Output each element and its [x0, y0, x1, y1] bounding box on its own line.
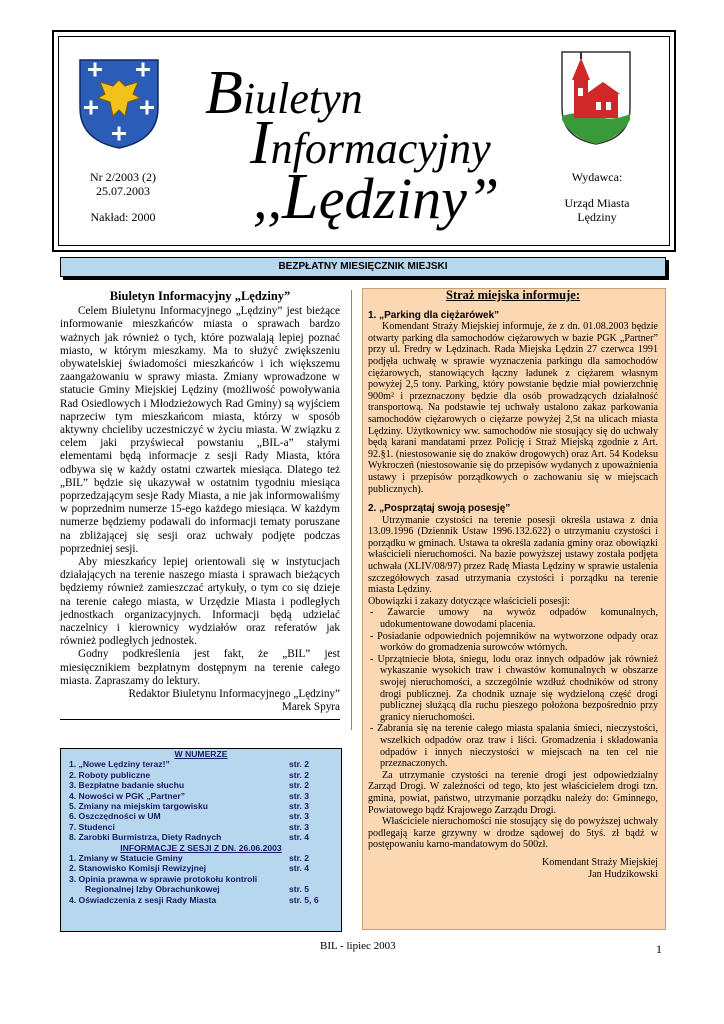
city-guard-title: Straż miejska informuje:	[446, 288, 580, 302]
footer: BIL - lipiec 2003	[320, 940, 396, 952]
left-paragraph: Godny podkreślenia jest fakt, że „BIL” jest miesięcznikiem bezpłatnym dostępnym na terenie całego miasta. Zapraszamy do lektury.	[60, 648, 340, 687]
toc-session-item[interactable]: 3. Opinia prawna w sprawie protokołu kontroli	[69, 873, 258, 884]
title-line-1: Biuletyn	[205, 59, 363, 127]
toc-item[interactable]: 6. Oszczędności w UM str. 3	[69, 811, 310, 822]
left-paragraph: Aby mieszkańcy lepiej orientowali się w instytucjach działających na terenie naszego miasta i sprawach bieżących będziemy również zamieszczać artykuły, o tym co się dzieje na terenie całego miasta, w Urzędzie Miasta i podległych jednostkach organizacyjnych. Informacji będą udzielać naczelnicy i kierownicy wydziałów oraz referatów jak również podległych jednostek.	[60, 556, 340, 648]
issue-date: 25.07.2003	[96, 184, 150, 198]
toc-item[interactable]: 1. „Nowe Lędziny teraz!” str. 2	[69, 759, 310, 770]
monthly-banner: BEZPŁATNY MIESIĘCZNIK MIEJSKI	[60, 257, 666, 277]
city-guard-article	[368, 290, 658, 880]
list-item: - Uprzątniecie błota, śniegu, lodu oraz innych odpadów jak również wykaszanie wysokich traw i chwastów komunalnych w obszarze swojej nieruchomości, a szczególnie wzdłuż chodników od strony drogi publicznej. Za chodnik uznaje się wydzieloną część drogi publicznej służącą dla ruchu pieszego położona bezpośrednio przy granicy nieruchomości.	[370, 653, 658, 723]
toc-item[interactable]: 5. Zmiany na miejskim targowisku str. 3	[69, 801, 310, 812]
left-divider	[60, 719, 340, 720]
title-line-2: Informacyjny	[250, 109, 491, 177]
section-heading-parking: 1. „Parking dla ciężarówek”	[368, 309, 500, 321]
list-item: - Posiadanie odpowiednich pojemników na wytworzone odpady oraz worków do gromadzenia surowców wtórnych.	[370, 630, 658, 654]
penalty-text: Właściciele nieruchomości nie stosujący się do powyższej uchwały podlegają karze grzywny w drodze sądowej do 5tyś. zł bądź w postępowaniu karno-mandatowym do 500zł.	[368, 816, 658, 851]
left-paragraph: Celem Biuletynu Informacyjnego „Lędziny” jest bieżące informowanie mieszkańców miasta o sprawach bardzo ważnych jak również o tych, które pozwalają lepiej poznać miasto, w którym mieszkamy. Ma to służyć zwiększeniu obywatelskiej świadomości mieszkańców i ich większemu zaangażowaniu w sprawy miasta. Zmiany wprowadzone w statucie Gminy Miejskiej Lędziny (możliwość powoływania Rad Osiedlowych i Młodzieżowych Rad Gminy) są wyjściem naprzeciw tym mieszkańcom miasta, którzy w sposób aktywny chcieliby uczestniczyć w życiu miasta. W związku z celem jaki przyświecał powstaniu „BIL-a” stałymi elementami będą informacje z sesji Rady Miasta, która odbywa się w każdy ostatni czwartek miesiąca. Dlatego też „BIL” będzie się ukazywał w ostatnim tygodniu miesiąca poprzedzającym sesje Rady Miasta, a nie jak informowaliśmy w poprzednim numerze 15-ego każdego miesiąca. W każdym numerze będziemy podawali do informacji tematy poruszane na zbliżającej się sesji oraz uchwały podjęte podczas poprzedniej sesji.	[60, 305, 340, 555]
toc-item[interactable]: 2. Roboty publiczne str. 2	[69, 769, 310, 780]
editor-signature-name: Marek Spyra	[281, 701, 340, 714]
silesian-eagle-crest-icon	[78, 58, 160, 150]
list-item: - Zawarcie umowy na wywóz odpadów komunalnych, udokumentowane dowodami placenia.	[370, 607, 658, 631]
issue-number: Nr 2/2003 (2)	[90, 170, 156, 184]
section-heading-cleanup: 2. „Posprzątaj swoją posesję”	[368, 503, 511, 515]
commander-signature-role: Komendant Straży Miejskiej	[541, 856, 658, 868]
toc-item[interactable]: 7. Studenci str. 3	[69, 821, 310, 832]
duties-list	[368, 607, 658, 769]
publisher-name-2: Lędziny	[577, 210, 617, 224]
cleanup-intro: Utrzymanie czystości na terenie posesji określa ustawa z dnia 13.09.1996 (Dziennik Ustaw 1996.132.622) o utrzymaniu czystości i porządku w gminach. Ustawa ta określa zadania gminy oraz obowiązki właścicieli nieruchomości. Na bazie powyższej ustawy została podjęta uchwała (XLIV/08/97) przez Radę Miasta Lędziny w sprawie ustalenia szczegółowych zasad utrzymania czystości i porządku na terenie miasta Lędziny.	[368, 514, 658, 596]
publisher-label: Wydawca:	[571, 170, 623, 184]
page-number: 1	[656, 942, 662, 956]
ledziny-church-crest-icon	[560, 50, 632, 146]
parking-text: Komendant Straży Miejskiej informuje, że z dn. 01.08.2003 będzie otwarty parking dla samochodów ciężarowych w bazie PGK „Partner” przy ul. Fredry w Lędzinach. Rada Miejska Lędzin 27 czerwca 1991 podjęła uchwałę w sprawie wyznaczenia parkingu dla samochodów ciężarowych, stanowiących łączny ładunek z ciężarem własnym powyżej 2,5 tony. Parking, który powstanie będzie miał powierzchnię 900m² i przeznaczony będzie dla osób prowadzących działalność transportową. Na podstawie tej uchwały ustalono zakaz parkowania samochodów ciężarowych o ciężarze powyżej 2,5t na ulicach miasta Lędziny. Użytkownicy ww. samochodów nie stosujący się do uchwały będą karani mandatami przez Policję i Straż Miejską zgodnie z Art. 92.§1. (niestosowanie się do znaków drogowych) oraz Art. 54 Kodeksu Wykroczeń (niestosowanie się do przepisów wydanych z upoważnienia ustawy i przepisów porządkowych o zachowaniu się w miejscach publicznych).	[368, 321, 658, 495]
toc-item[interactable]: 4. Nowości w PGK „Partner” str. 3	[69, 790, 310, 801]
left-article	[60, 290, 340, 720]
road-cleanup-text: Za utrzymanie czystości na terenie drogi jest odpowiedzialny Zarząd Drogi. W zależności od tego, kto jest właścicielem drogi tzn. gmina, powiat, państwo, utrzymanie porządku należy do: Gminnego, Powiatowego bądź Krajowego Zarządu Drogi.	[368, 769, 658, 816]
publisher-name-1: Urząd Miasta	[564, 196, 630, 210]
list-item: - Zabrania się na terenie całego miasta spalania śmieci, nieczystości, wszelkich odpadów oraz traw i liści. Gromadzenia i składowania odpadów i innych nieczystości w miejscach na ten cel nie przeznaczonych.	[370, 723, 658, 770]
publisher-info	[550, 170, 644, 224]
commander-signature-name: Jan Hudzikowski	[588, 868, 658, 880]
print-run: Nakład: 2000	[90, 210, 156, 224]
column-divider	[351, 290, 352, 730]
toc-session-heading: INFORMACJE Z SESJI Z DN. 26.06.2003	[120, 842, 282, 853]
duties-label: Obowiązki i zakazy dotyczące właścicieli posesji:	[368, 595, 571, 607]
toc-session-item[interactable]: Regionalnej Izby Obrachunkowej str. 5	[85, 884, 310, 895]
table-of-contents	[60, 748, 342, 932]
toc-session-item[interactable]: 1. Zmiany w Statucie Gminy str. 2	[69, 853, 310, 864]
title-line-3: ,,Lędziny”	[253, 160, 500, 233]
editor-signature-role: Redaktor Biuletynu Informacyjnego „Lędziny”	[128, 688, 340, 701]
toc-item[interactable]: 3. Bezpłatne badanie słuchu str. 2	[69, 780, 310, 791]
toc-heading: W NUMERZE	[174, 749, 228, 759]
toc-session-item[interactable]: 4. Oświadczenia z sesji Rady Miasta str. 5, 6	[69, 894, 319, 905]
left-article-title: Biuletyn Informacyjny „Lędziny”	[109, 289, 291, 303]
issue-info	[78, 170, 168, 224]
toc-session-item[interactable]: 2. Stanowisko Komisji Rewizyjnej str. 4	[69, 863, 310, 874]
toc-item[interactable]: 8. Zarobki Burmistrza, Diety Radnych str. 4	[69, 832, 310, 843]
